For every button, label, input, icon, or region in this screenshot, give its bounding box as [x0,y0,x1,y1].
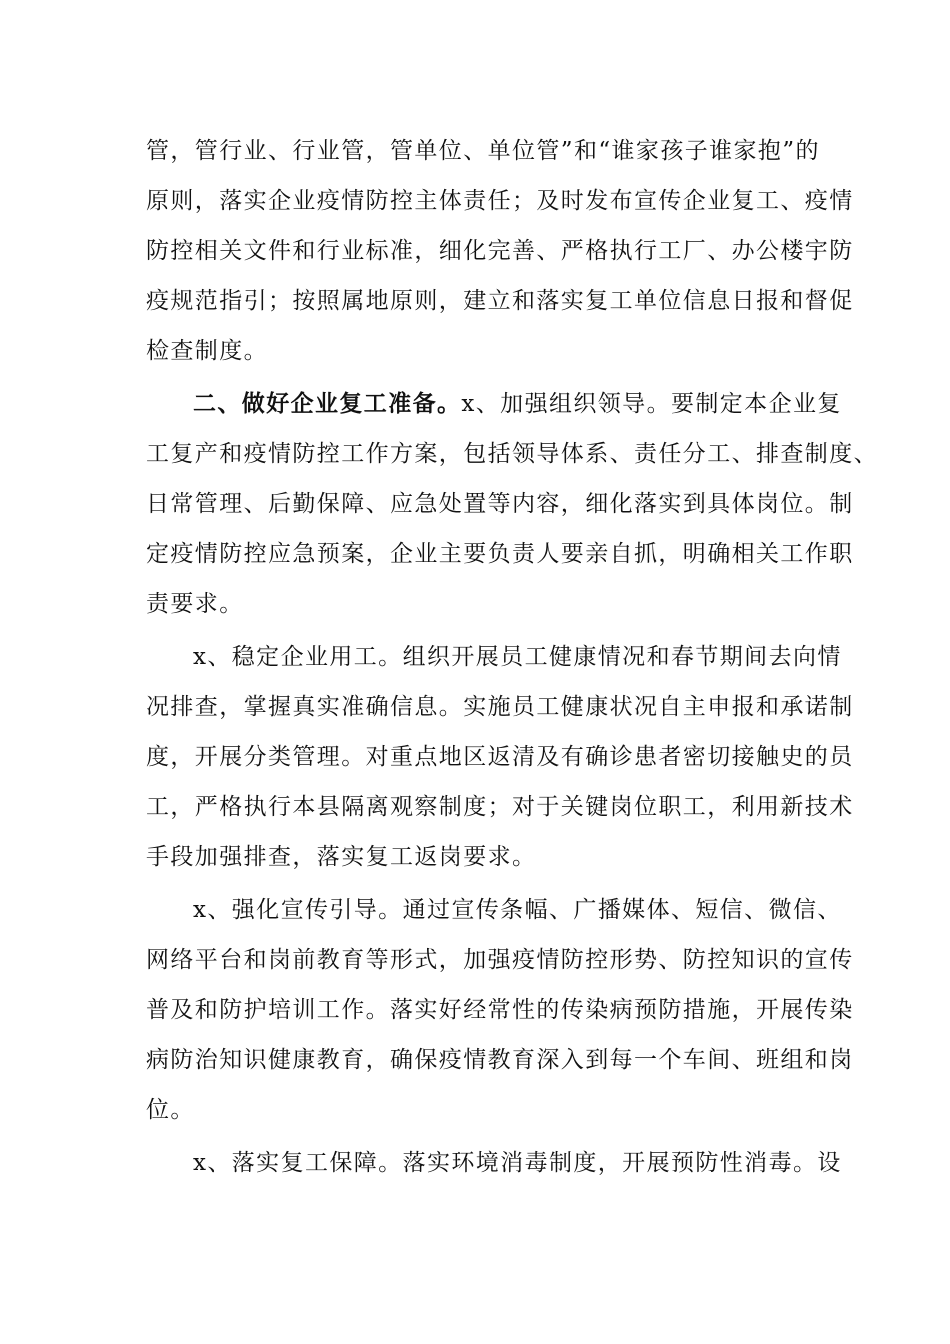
text-line: 网络平台和岗前教育等形式，加强疫情防控形势、防控知识的宣传 [146,947,854,973]
text-line: 责要求。 [146,591,244,617]
text-line: 工，严格执行本县隔离观察制度；对于关键岗位职工，利用新技术 [146,794,854,820]
text-run: x、加强组织领导。要制定本企业复 [461,391,842,417]
text-line: x、强化宣传引导。通过宣传条幅、广播媒体、短信、微信、 [193,897,842,923]
text-line: 手段加强排查，落实复工返岗要求。 [146,844,537,870]
text-line: 普及和防护培训工作。落实好经常性的传染病预防措施，开展传染 [146,997,854,1023]
text-line: 防控相关文件和行业标准，细化完善、严格执行工厂、办公楼宇防 [146,238,854,264]
text-line: 原则，落实企业疫情防控主体责任；及时发布宣传企业复工、疫情 [146,188,854,214]
text-line: x、稳定企业用工。组织开展员工健康情况和春节期间去向情 [193,644,842,670]
text-line: 疫规范指引；按照属地原则，建立和落实复工单位信息日报和督促 [146,288,854,314]
text-line: 管，管行业、行业管，管单位、单位管”和“谁家孩子谁家抱”的 [146,138,820,164]
text-line: 工复产和疫情防控工作方案，包括领导体系、责任分工、排查制度、 [146,441,878,467]
text-line: 况排查，掌握真实准确信息。实施员工健康状况自主申报和承诺制 [146,694,854,720]
text-line [193,389,842,419]
section-heading: 二、做好企业复工准备。 [193,391,462,417]
text-line: 病防治知识健康教育，确保疫情教育深入到每一个车间、班组和岗 [146,1047,854,1073]
text-line: x、落实复工保障。落实环境消毒制度，开展预防性消毒。设 [193,1150,842,1176]
text-line: 检查制度。 [146,338,268,364]
text-line: 度，开展分类管理。对重点地区返清及有确诊患者密切接触史的员 [146,744,854,770]
text-line: 位。 [146,1097,195,1123]
text-line: 定疫情防控应急预案，企业主要负责人要亲自抓，明确相关工作职 [146,541,854,567]
text-line: 日常管理、后勤保障、应急处置等内容，细化落实到具体岗位。制 [146,491,854,517]
